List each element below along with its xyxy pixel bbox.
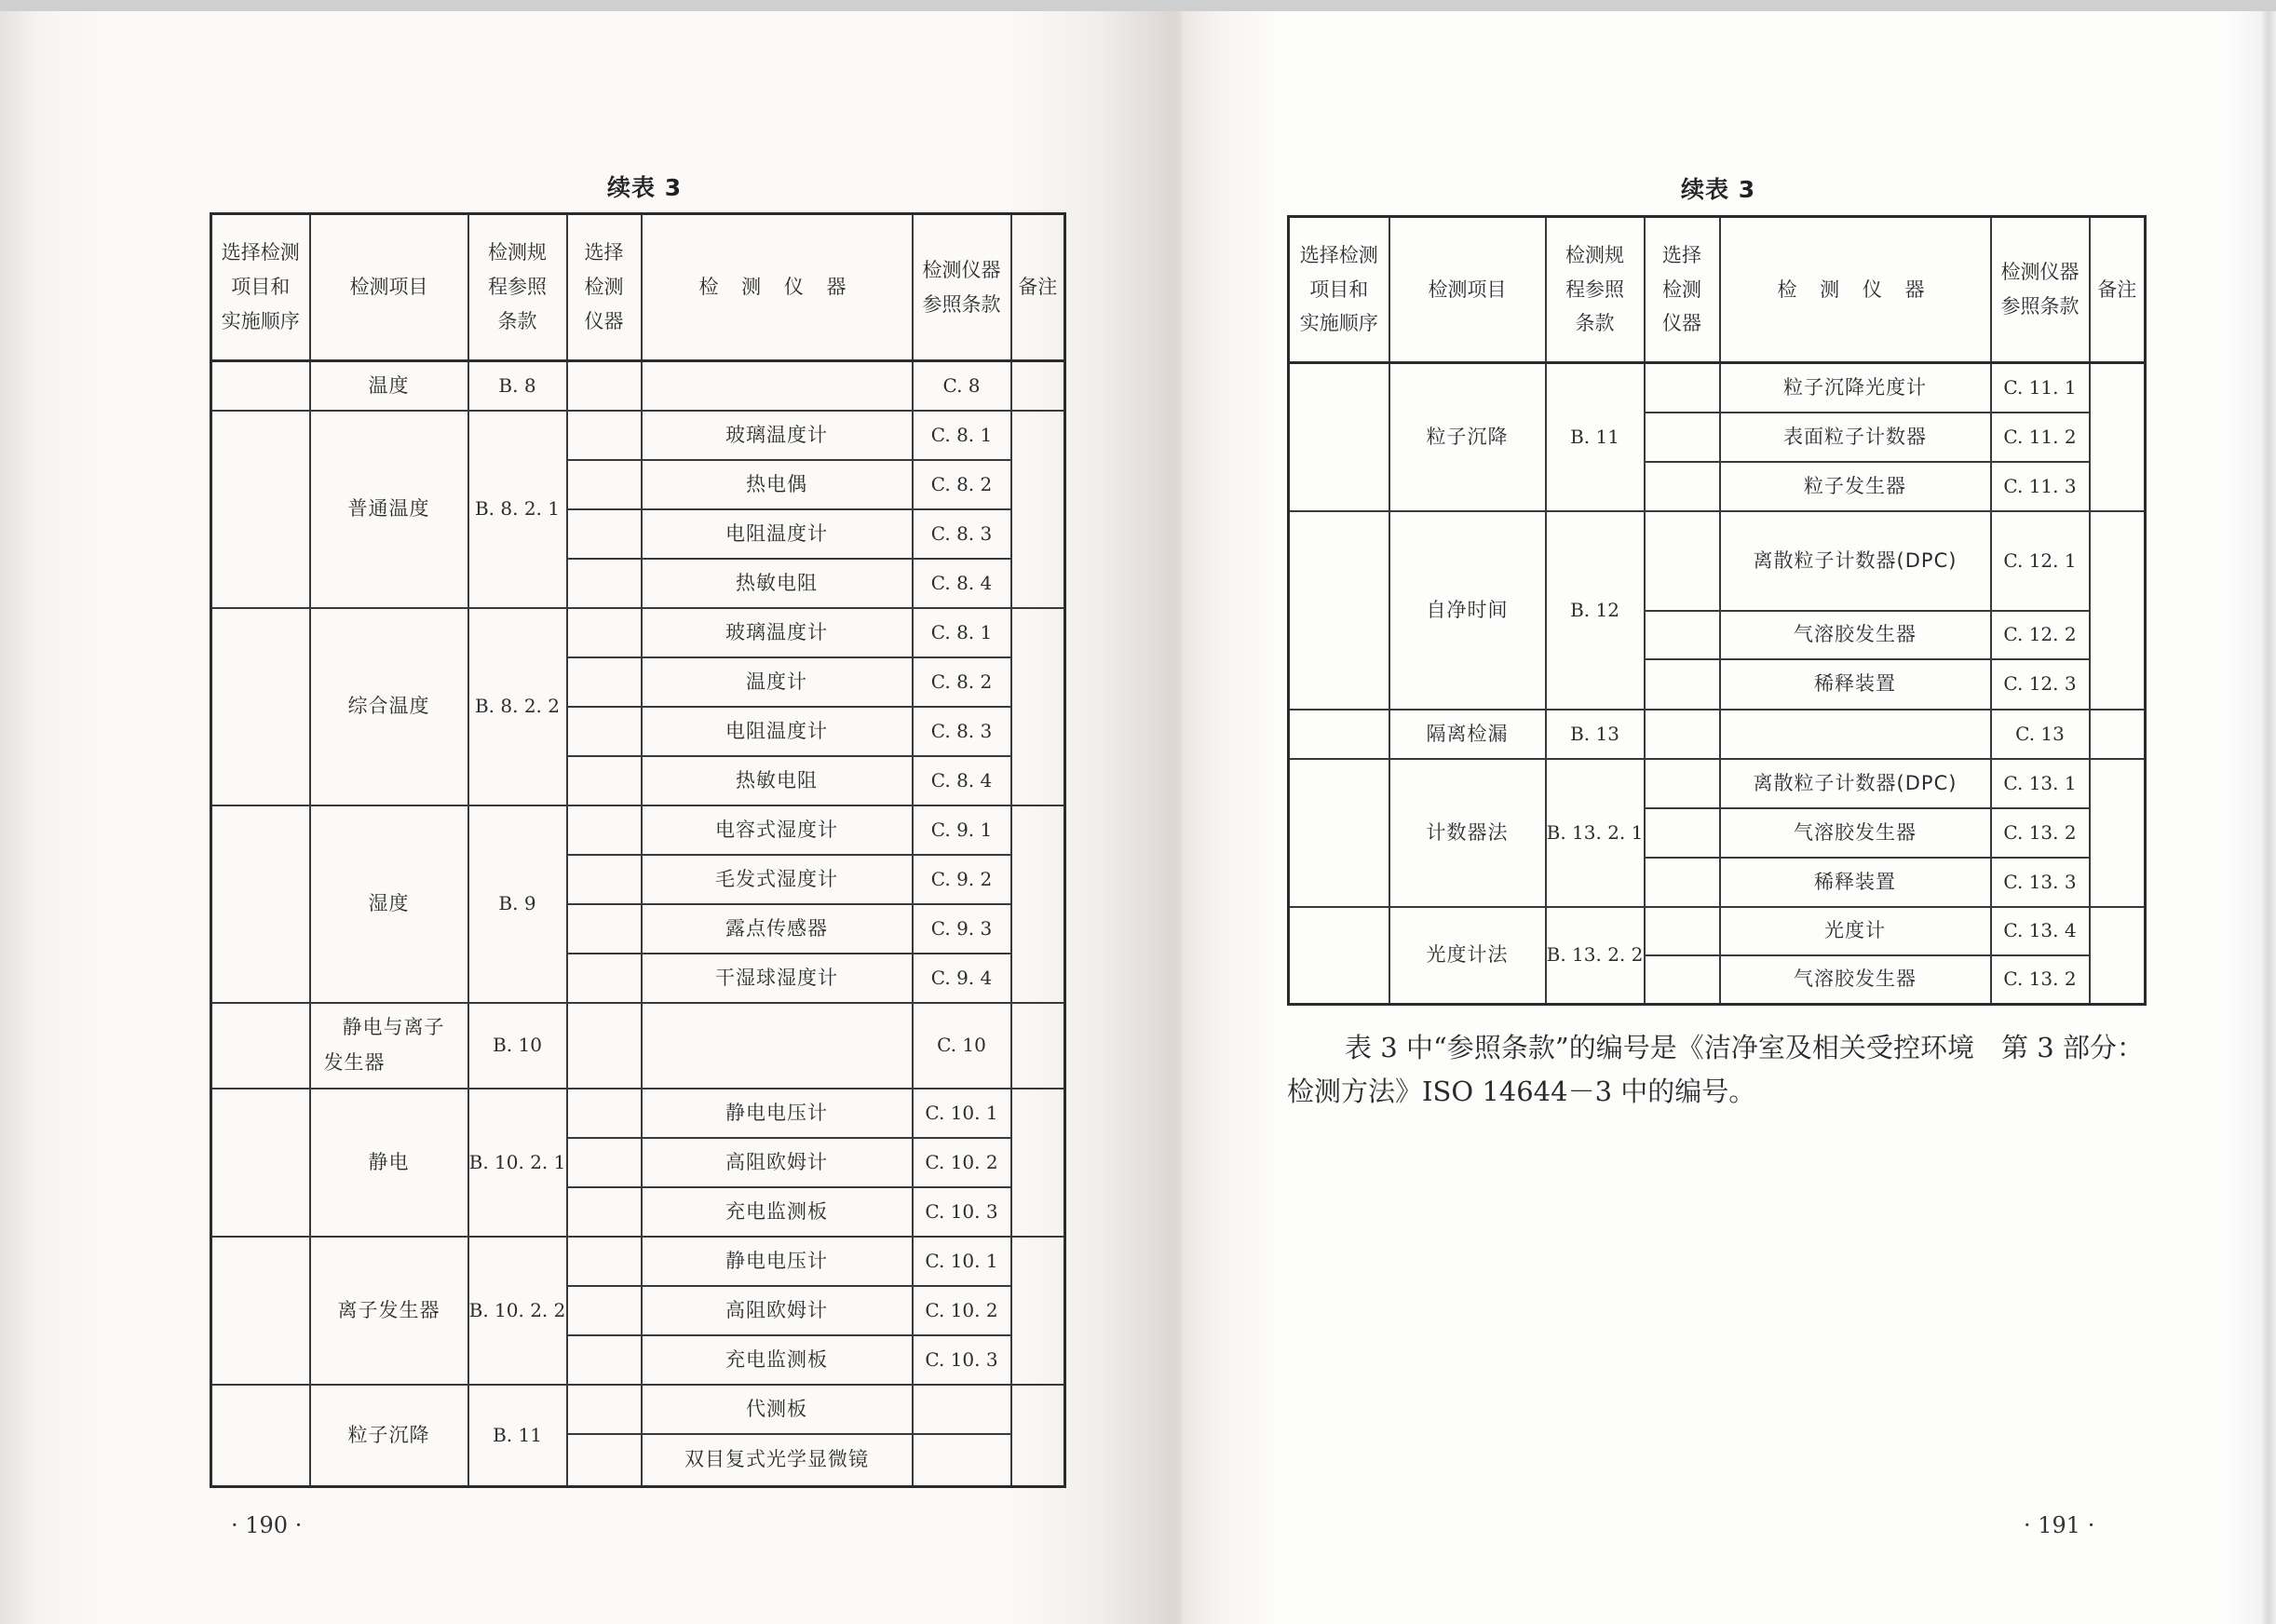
- select-cell: [1645, 907, 1720, 955]
- select-cell: [567, 411, 642, 460]
- remark-cell: [2090, 511, 2146, 710]
- instrument-cell: 气溶胶发生器: [1720, 611, 1991, 659]
- instr-ref-cell: C. 10. 3: [913, 1335, 1011, 1385]
- instrument-cell: 稀释装置: [1720, 659, 1991, 710]
- instrument-cell: 毛发式湿度计: [642, 855, 913, 904]
- footnote-text: 表 3 中“参照条款”的编号是《洁净室及相关受控环境 第 3 部分：检测方法》ISO 14644－3 中的编号。: [1287, 1032, 2144, 1107]
- select-cell: [567, 756, 642, 805]
- select-cell: [567, 608, 642, 657]
- select-cell: [567, 460, 642, 509]
- select-cell: [567, 1335, 642, 1385]
- instrument-cell: 玻璃温度计: [642, 608, 913, 657]
- select-cell: [567, 1089, 642, 1138]
- instrument-cell: [1720, 710, 1991, 759]
- order-cell: [211, 805, 310, 1003]
- instr-ref-cell: C. 8. 2: [913, 657, 1011, 707]
- table-row: [211, 1089, 1065, 1138]
- proc-ref-cell: B. 11: [468, 1385, 567, 1487]
- select-cell: [1645, 659, 1720, 710]
- select-cell: [1645, 710, 1720, 759]
- header-proc-ref: 检测规 程参照 条款: [468, 214, 567, 361]
- header-remark: 备注: [2090, 217, 2146, 363]
- instr-ref-cell: C. 10. 1: [913, 1089, 1011, 1138]
- item-cell: 计数器法: [1389, 759, 1546, 907]
- table-header-row: [1289, 217, 2146, 363]
- select-cell: [1645, 363, 1720, 413]
- proc-ref-cell: B. 12: [1546, 511, 1645, 710]
- instrument-cell: 高阻欧姆计: [642, 1286, 913, 1335]
- item-cell: 湿度: [310, 805, 468, 1003]
- proc-ref-cell: B. 13: [1546, 710, 1645, 759]
- instr-ref-cell: C. 11. 1: [1991, 363, 2090, 413]
- header-instrument: 检 测 仪 器: [1720, 217, 1991, 363]
- select-cell: [567, 904, 642, 954]
- order-cell: [1289, 710, 1389, 759]
- instrument-cell: [642, 1003, 913, 1089]
- proc-ref-cell: B. 10. 2. 1: [468, 1089, 567, 1237]
- remark-cell: [2090, 759, 2146, 907]
- instrument-cell: 电阻温度计: [642, 707, 913, 756]
- table-row: [1289, 511, 2146, 611]
- instr-ref-cell: [913, 1434, 1011, 1487]
- instrument-cell: 温度计: [642, 657, 913, 707]
- table-row: [1289, 363, 2146, 413]
- remark-cell: [2090, 363, 2146, 511]
- instrument-cell: 充电监测板: [642, 1335, 913, 1385]
- instr-ref-cell: C. 10: [913, 1003, 1011, 1089]
- instrument-cell: 高阻欧姆计: [642, 1138, 913, 1187]
- instr-ref-cell: C. 13. 2: [1991, 808, 2090, 858]
- instrument-cell: 粒子沉降光度计: [1720, 363, 1991, 413]
- header-select-instr: 选择 检测 仪器: [567, 214, 642, 361]
- proc-ref-cell: B. 10: [468, 1003, 567, 1089]
- select-cell: [567, 361, 642, 411]
- instr-ref-cell: C. 13. 2: [1991, 955, 2090, 1005]
- remark-cell: [1011, 1089, 1065, 1237]
- instr-ref-cell: C. 9. 2: [913, 855, 1011, 904]
- select-cell: [1645, 858, 1720, 907]
- instr-ref-cell: C. 12. 3: [1991, 659, 2090, 710]
- order-cell: [211, 1089, 310, 1237]
- select-cell: [1645, 413, 1720, 462]
- remark-cell: [1011, 361, 1065, 411]
- instr-ref-cell: C. 8. 1: [913, 608, 1011, 657]
- item-cell: 离子发生器: [310, 1237, 468, 1385]
- header-item: 检测项目: [1389, 217, 1546, 363]
- instrument-cell: 热电偶: [642, 460, 913, 509]
- remark-cell: [1011, 608, 1065, 805]
- instr-ref-cell: C. 10. 2: [913, 1138, 1011, 1187]
- order-cell: [211, 1237, 310, 1385]
- remark-cell: [2090, 907, 2146, 1005]
- header-instr-ref: 检测仪器 参照条款: [1991, 217, 2090, 363]
- item-cell: 自净时间: [1389, 511, 1546, 710]
- table-caption: 续表 3: [1681, 176, 1756, 203]
- page-number: · 190 ·: [231, 1512, 303, 1538]
- remark-cell: [2090, 710, 2146, 759]
- table-caption: 续表 3: [607, 174, 683, 201]
- select-cell: [1645, 808, 1720, 858]
- instrument-cell: 露点传感器: [642, 904, 913, 954]
- instrument-cell: 代测板: [642, 1385, 913, 1434]
- order-cell: [211, 1385, 310, 1487]
- page-number: · 191 ·: [2024, 1512, 2095, 1538]
- instr-ref-cell: C. 10. 3: [913, 1187, 1011, 1237]
- instrument-cell: 玻璃温度计: [642, 411, 913, 460]
- item-cell: 光度计法: [1389, 907, 1546, 1005]
- order-cell: [211, 361, 310, 411]
- instr-ref-cell: C. 13. 4: [1991, 907, 2090, 955]
- remark-cell: [1011, 805, 1065, 1003]
- instr-ref-cell: C. 8. 3: [913, 509, 1011, 559]
- remark-cell: [1011, 1237, 1065, 1385]
- instr-ref-cell: C. 13: [1991, 710, 2090, 759]
- instr-ref-cell: C. 8. 4: [913, 756, 1011, 805]
- instrument-cell: 气溶胶发生器: [1720, 955, 1991, 1005]
- instr-ref-cell: C. 13. 1: [1991, 759, 2090, 808]
- select-cell: [567, 559, 642, 608]
- instr-ref-cell: C. 9. 1: [913, 805, 1011, 855]
- instr-ref-cell: C. 12. 1: [1991, 511, 2090, 611]
- select-cell: [1645, 611, 1720, 659]
- table-row: [1289, 907, 2146, 955]
- item-cell: 综合温度: [310, 608, 468, 805]
- table-row: [211, 1003, 1065, 1089]
- header-order: 选择检测 项目和 实施顺序: [211, 214, 310, 361]
- instrument-cell: 稀释装置: [1720, 858, 1991, 907]
- instrument-cell: 粒子发生器: [1720, 462, 1991, 511]
- instrument-cell: 热敏电阻: [642, 756, 913, 805]
- proc-ref-cell: B. 13. 2. 1: [1546, 759, 1645, 907]
- instrument-cell: 静电电压计: [642, 1089, 913, 1138]
- proc-ref-cell: B. 9: [468, 805, 567, 1003]
- instr-ref-cell: C. 11. 3: [1991, 462, 2090, 511]
- order-cell: [1289, 511, 1389, 710]
- item-cell: 静电与离子 发生器: [310, 1003, 468, 1089]
- instrument-cell: 电容式湿度计: [642, 805, 913, 855]
- table-row: [211, 608, 1065, 657]
- header-remark: 备注: [1011, 214, 1065, 361]
- proc-ref-cell: B. 8. 2. 2: [468, 608, 567, 805]
- instr-ref-cell: C. 12. 2: [1991, 611, 2090, 659]
- instr-ref-cell: C. 10. 1: [913, 1237, 1011, 1286]
- table-row: [1289, 710, 2146, 759]
- instr-ref-cell: C. 8. 4: [913, 559, 1011, 608]
- right-page: [1183, 11, 2276, 1624]
- item-cell: 隔离检漏: [1389, 710, 1546, 759]
- order-cell: [1289, 907, 1389, 1005]
- table-row: [211, 1385, 1065, 1434]
- instrument-cell: 离散粒子计数器(DPC): [1720, 511, 1991, 611]
- instr-ref-cell: C. 8. 2: [913, 460, 1011, 509]
- proc-ref-cell: B. 8: [468, 361, 567, 411]
- header-item: 检测项目: [310, 214, 468, 361]
- instrument-cell: [642, 361, 913, 411]
- remark-cell: [1011, 1003, 1065, 1089]
- select-cell: [1645, 462, 1720, 511]
- order-cell: [211, 608, 310, 805]
- instrument-cell: 气溶胶发生器: [1720, 808, 1991, 858]
- instrument-cell: 双目复式光学显微镜: [642, 1434, 913, 1487]
- proc-ref-cell: B. 10. 2. 2: [468, 1237, 567, 1385]
- left-page: [0, 11, 1183, 1624]
- instr-ref-cell: C. 8: [913, 361, 1011, 411]
- select-cell: [1645, 759, 1720, 808]
- select-cell: [567, 707, 642, 756]
- proc-ref-cell: B. 8. 2. 1: [468, 411, 567, 608]
- proc-ref-cell: B. 11: [1546, 363, 1645, 511]
- item-cell: 普通温度: [310, 411, 468, 608]
- select-cell: [567, 509, 642, 559]
- select-cell: [567, 954, 642, 1003]
- instr-ref-cell: [913, 1385, 1011, 1434]
- select-cell: [567, 1187, 642, 1237]
- instr-ref-cell: C. 8. 1: [913, 411, 1011, 460]
- item-cell: 粒子沉降: [1389, 363, 1546, 511]
- select-cell: [1645, 955, 1720, 1005]
- header-proc-ref: 检测规 程参照 条款: [1546, 217, 1645, 363]
- instr-ref-cell: C. 9. 4: [913, 954, 1011, 1003]
- instrument-table-right: [1287, 215, 2147, 1006]
- instrument-cell: 表面粒子计数器: [1720, 413, 1991, 462]
- item-cell: 温度: [310, 361, 468, 411]
- scan-top-edge: [0, 0, 2276, 11]
- order-cell: [1289, 759, 1389, 907]
- instrument-table-left: [210, 212, 1066, 1488]
- instrument-cell: 热敏电阻: [642, 559, 913, 608]
- order-cell: [211, 411, 310, 608]
- header-instrument: 检 测 仪 器: [642, 214, 913, 361]
- item-cell: 静电: [310, 1089, 468, 1237]
- header-instr-ref: 检测仪器 参照条款: [913, 214, 1011, 361]
- instrument-cell: 电阻温度计: [642, 509, 913, 559]
- order-cell: [211, 1003, 310, 1089]
- select-cell: [567, 1385, 642, 1434]
- select-cell: [567, 657, 642, 707]
- table-row: [211, 411, 1065, 460]
- instrument-cell: 光度计: [1720, 907, 1991, 955]
- instrument-cell: 离散粒子计数器(DPC): [1720, 759, 1991, 808]
- select-cell: [567, 855, 642, 904]
- proc-ref-cell: B. 13. 2. 2: [1546, 907, 1645, 1005]
- select-cell: [1645, 511, 1720, 611]
- instr-ref-cell: C. 13. 3: [1991, 858, 2090, 907]
- order-cell: [1289, 363, 1389, 511]
- instrument-cell: 静电电压计: [642, 1237, 913, 1286]
- item-cell: 粒子沉降: [310, 1385, 468, 1487]
- instrument-cell: 干湿球湿度计: [642, 954, 913, 1003]
- header-order: 选择检测 项目和 实施顺序: [1289, 217, 1389, 363]
- table-footnote: [1287, 1026, 2144, 1114]
- instr-ref-cell: C. 9. 3: [913, 904, 1011, 954]
- table-row: [211, 805, 1065, 855]
- instrument-cell: 充电监测板: [642, 1187, 913, 1237]
- table-header-row: [211, 214, 1065, 361]
- header-select-instr: 选择 检测 仪器: [1645, 217, 1720, 363]
- select-cell: [567, 1003, 642, 1089]
- instr-ref-cell: C. 10. 2: [913, 1286, 1011, 1335]
- remark-cell: [1011, 411, 1065, 608]
- table-row: [211, 1237, 1065, 1286]
- select-cell: [567, 1286, 642, 1335]
- select-cell: [567, 1237, 642, 1286]
- remark-cell: [1011, 1385, 1065, 1487]
- select-cell: [567, 1434, 642, 1487]
- instr-ref-cell: C. 11. 2: [1991, 413, 2090, 462]
- instr-ref-cell: C. 8. 3: [913, 707, 1011, 756]
- table-row: [1289, 759, 2146, 808]
- select-cell: [567, 805, 642, 855]
- table-row: [211, 361, 1065, 411]
- select-cell: [567, 1138, 642, 1187]
